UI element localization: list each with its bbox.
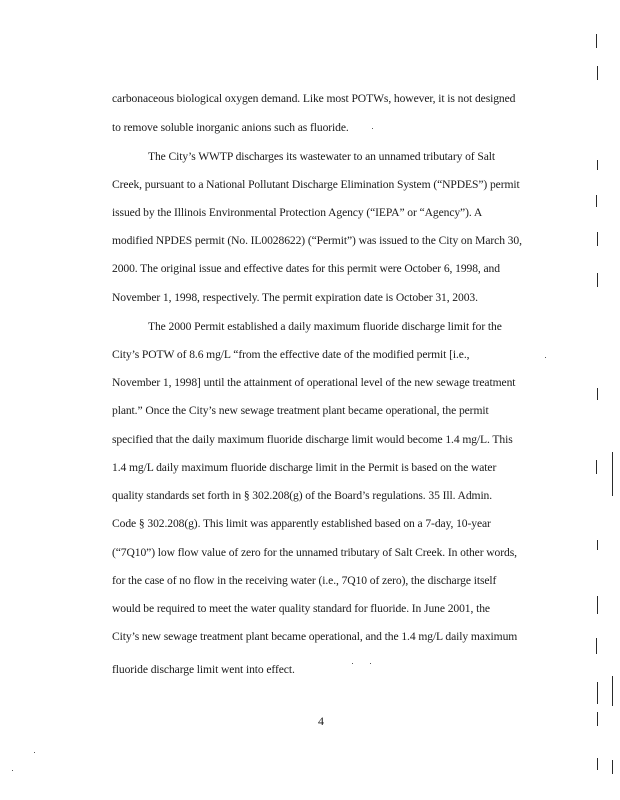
page-number: 4 xyxy=(318,714,324,728)
text-line: 1.4 mg/L daily maximum fluoride discharge limit in the Permit is based on the water xyxy=(112,461,497,474)
text-line: City’s new sewage treatment plant became operational, and the 1.4 mg/L daily maximum xyxy=(112,630,518,643)
text-line: plant.” Once the City’s new sewage treatment plant became operational, the permit xyxy=(112,404,489,417)
text-line: for the case of no flow in the receiving water (i.e., 7Q10 of zero), the discharge itself xyxy=(112,574,497,587)
text-line: Code § 302.208(g). This limit was apparently established based on a 7-day, 10-year xyxy=(112,517,491,530)
text-line: November 1, 1998, respectively. The permit expiration date is October 31, 2003. xyxy=(112,291,478,304)
text-line: issued by the Illinois Environmental Protection Agency (“IEPA” or “Agency”). A xyxy=(112,206,483,219)
text-line: (“7Q10”) low flow value of zero for the unnamed tributary of Salt Creek. In other words, xyxy=(112,546,517,559)
paragraph-first-line: The 2000 Permit established a daily maximum fluoride discharge limit for the xyxy=(148,320,502,333)
text-line: quality standards set forth in § 302.208(g) of the Board’s regulations. 35 Ill. Admin. xyxy=(112,489,493,502)
text-line: City’s POTW of 8.6 mg/L “from the effective date of the modified permit [i.e., xyxy=(112,348,470,361)
text-line: Creek, pursuant to a National Pollutant Discharge Elimination System (“NPDES”) permit xyxy=(112,178,520,191)
text-line: November 1, 1998] until the attainment of operational level of the new sewage treatment xyxy=(112,376,516,389)
text-line: would be required to meet the water quality standard for fluoride. In June 2001, the xyxy=(112,602,490,615)
text-line: modified NPDES permit (No. IL0028622) (“Permit”) was issued to the City on March 30, xyxy=(112,234,522,247)
paragraph-first-line: The City’s WWTP discharges its wastewater to an unnamed tributary of Salt xyxy=(148,150,495,163)
text-line: fluoride discharge limit went into effect. xyxy=(112,663,295,676)
text-line: carbonaceous biological oxygen demand. Like most POTWs, however, it is not designed xyxy=(112,92,516,105)
text-line: 2000. The original issue and effective dates for this permit were October 6, 1998, and xyxy=(112,262,500,275)
text-line: to remove soluble inorganic anions such as fluoride. xyxy=(112,121,349,134)
text-line: specified that the daily maximum fluoride discharge limit would become 1.4 mg/L. This xyxy=(112,433,513,446)
